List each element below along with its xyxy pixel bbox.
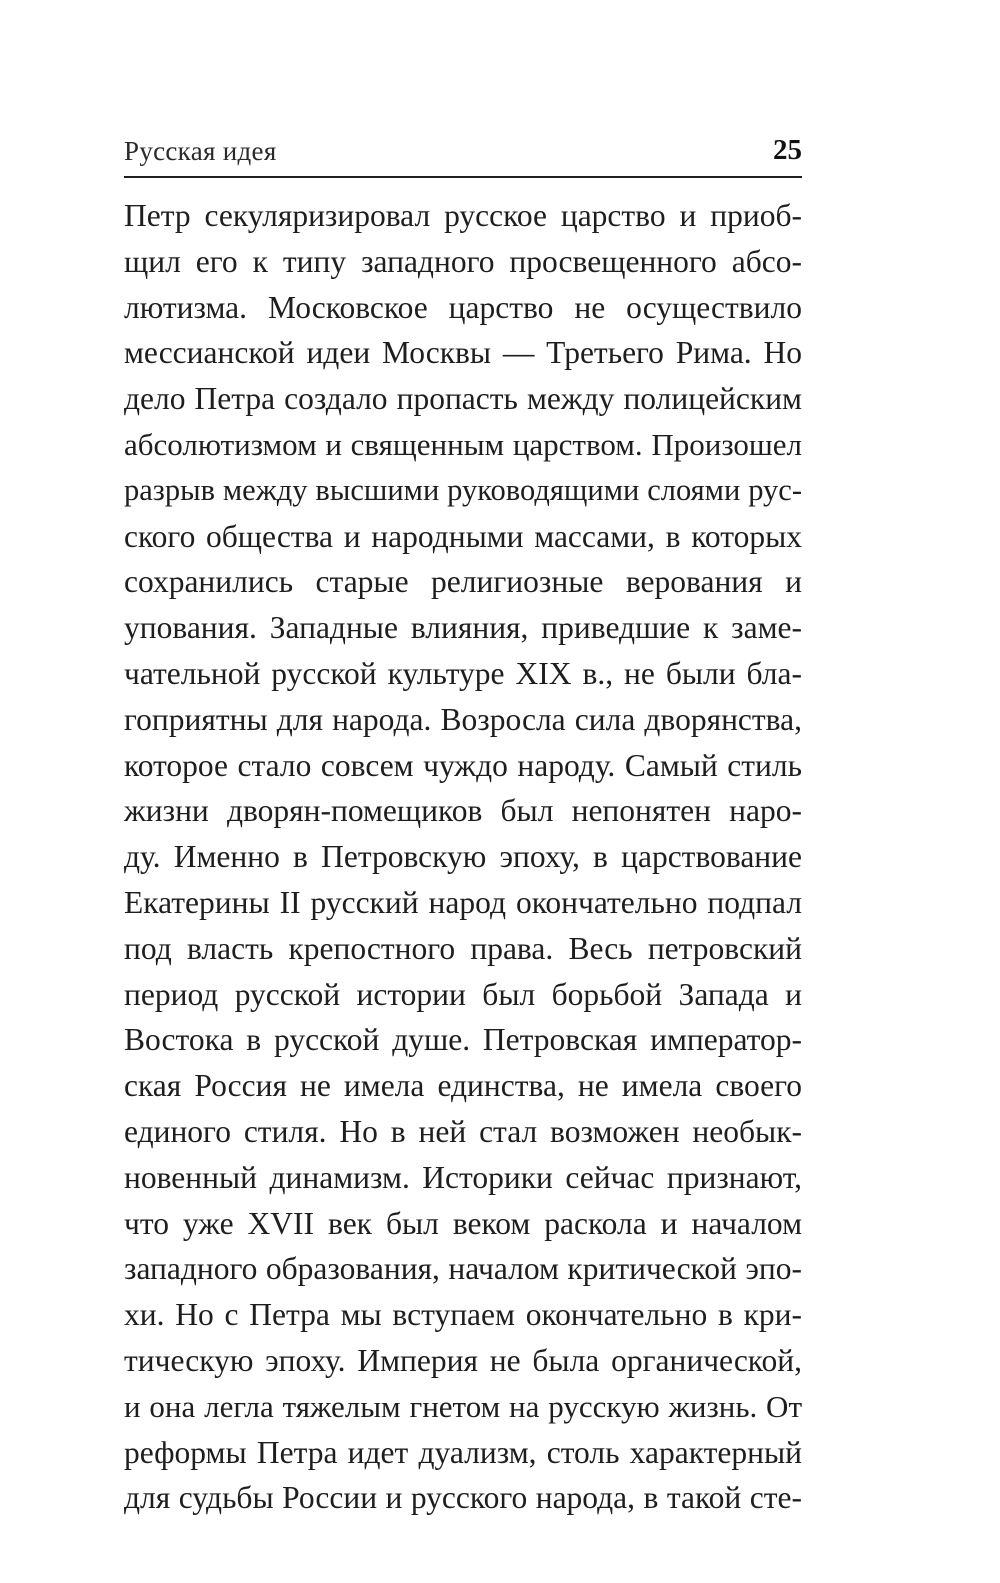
text-line: абсолютизмом и священным царством. Произошел [124,426,802,462]
running-head [124,132,802,172]
text-line: западного образования, началом критической эпо- [124,1251,802,1287]
text-line: упования. Западные влияния, приведшие к заме- [124,610,802,646]
text-line: хи. Но с Петра мы вступаем окончательно в кри- [124,1297,802,1333]
text-line: дело Петра создало пропасть между полицейским [124,381,802,417]
body-text [124,193,802,1521]
text-line: лютизма. Московское царство не осуществило [124,289,802,325]
text-line: Петр секуляризировал русское царство и приоб- [124,198,802,233]
text-line: новенный динамизм. Историки сейчас признают, [124,1159,802,1195]
text-line: которое стало совсем чуждо народу. Самый стиль [124,747,802,783]
text-line: период русской истории был борьбой Запада и [124,976,802,1012]
text-line: тическую эпоху. Империя не была органической, [124,1342,802,1378]
header-rule [124,176,802,178]
text-line: разрыв между высшими руководящими слоями рус- [124,472,802,507]
page-number: 25 [773,134,802,166]
text-line: и она легла тяжелым гнетом на русскую жизнь. От [124,1388,802,1424]
text-line: мессианской идеи Москвы — Третьего Рима. Но [124,335,802,371]
text-line: чательной русской культуре XIX в., не были бла- [124,655,802,691]
text-line: что уже XVII век был веком раскола и началом [124,1205,802,1241]
text-line: жизни дворян-помещиков был непонятен наро- [124,793,802,829]
text-line: для судьбы России и русского народа, в такой сте- [124,1480,802,1516]
text-line: ская Россия не имела единства, не имела своего [124,1068,802,1104]
text-line: ского общества и народными массами, в которых [124,518,802,554]
text-line: Екатерины II русский народ окончательно подпал [124,884,802,920]
text-line: Востока в русской душе. Петровская император- [124,1022,802,1058]
text-line: сохранились старые религиозные верования и [124,564,802,600]
text-line: единого стиля. Но в ней стал возможен необык- [124,1113,802,1149]
text-line: гоприятны для народа. Возросла сила дворянства, [124,701,802,737]
running-title: Русская идея [124,136,277,166]
text-line: щил его к типу западного просвещенного абсо- [124,243,802,279]
text-line: реформы Петра идет дуализм, столь характерный [124,1434,802,1470]
text-line: под власть крепостного права. Весь петровский [124,930,802,966]
text-line: ду. Именно в Петровскую эпоху, в царствование [124,839,802,875]
